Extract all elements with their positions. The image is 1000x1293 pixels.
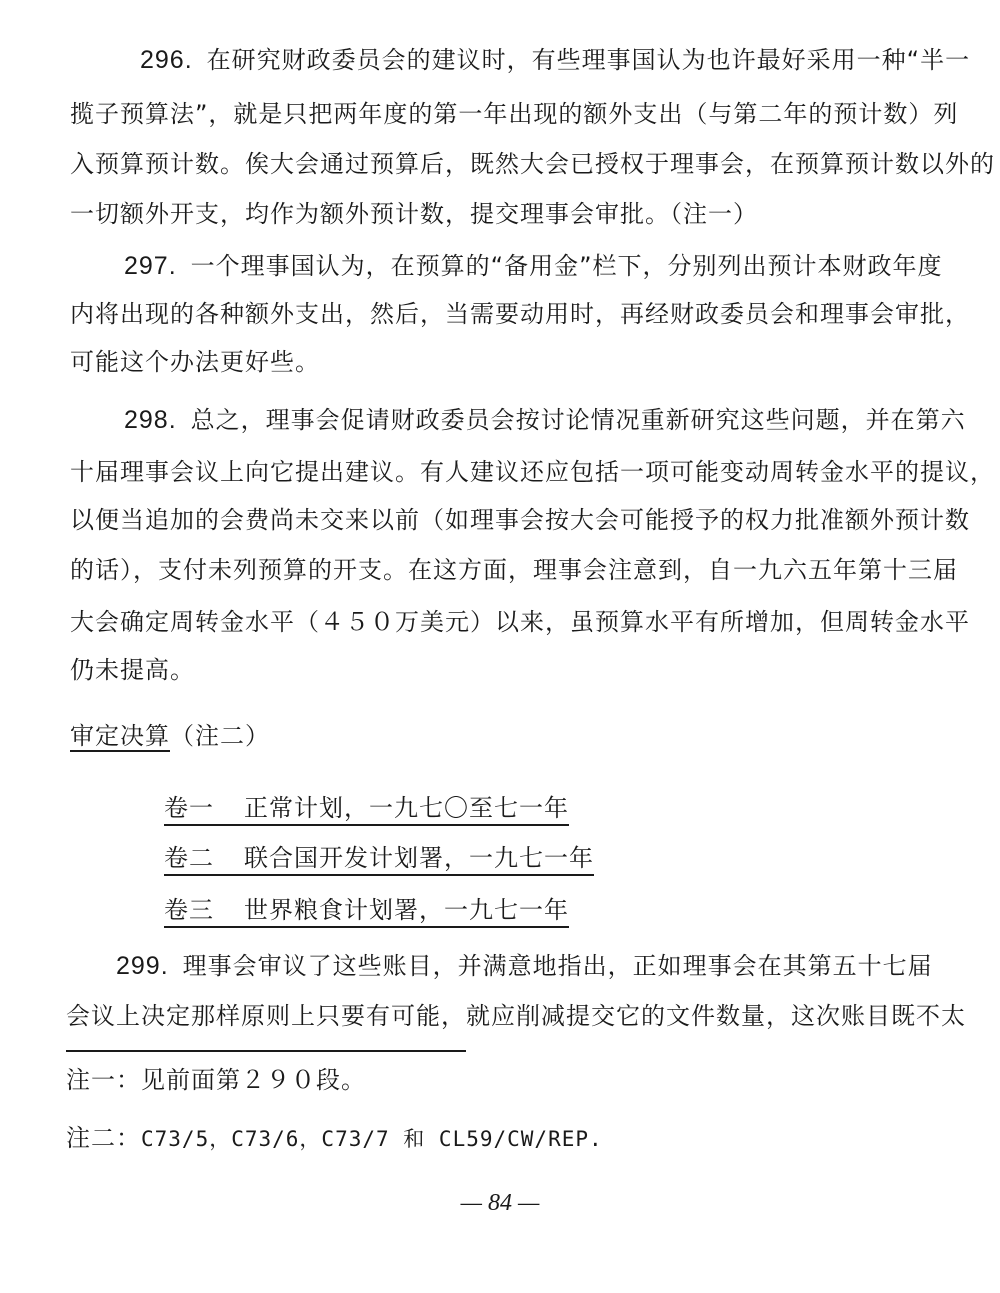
volume-1: 卷一 正常计划，一九七〇至七一年	[164, 792, 569, 824]
volume-3: 卷三 世界粮食计划署，一九七一年	[164, 894, 569, 926]
para-296-line-2: 揽子预算法”，就是只把两年度的第一年出现的额外支出（与第二年的预计数）列	[70, 100, 959, 128]
footnote-2-text: C73/5，C73/6，C73/7 和 CL59/CW/REP.	[141, 1127, 603, 1151]
para-299-line-2: 会议上决定那样原则上只要有可能，就应削减提交它的文件数量，这次账目既不太	[66, 1002, 966, 1030]
para-298-line-4: 的话），支付未列预算的开支。在这方面，理事会注意到，自一九六五年第十三届	[70, 556, 958, 584]
footnote-1	[66, 1064, 366, 1096]
para-298-line-2: 十届理事会议上向它提出建议。有人建议还应包括一项可能变动周转金水平的提议，	[70, 458, 995, 486]
footnote-1-text: 见前面第２９０段。	[141, 1066, 366, 1094]
para-298-number: 298.	[124, 406, 177, 434]
para-296-line-4: 一切额外开支，均作为额外预计数，提交理事会审批。（注一）	[70, 200, 758, 228]
para-297-number: 297.	[124, 252, 177, 280]
para-297-line-3: 可能这个办法更好些。	[70, 348, 320, 376]
para-298-line-6: 仍未提高。	[70, 656, 195, 684]
section-note: （注二）	[170, 722, 270, 750]
para-296-number: 296.	[140, 46, 193, 74]
volume-2: 卷二 联合国开发计划署，一九七一年	[164, 842, 594, 874]
para-299-number: 299.	[116, 952, 169, 980]
para-298-line-3: 以便当追加的会费尚未交来以前（如理事会按大会可能授予的权力批准额外预计数	[70, 506, 970, 534]
footnote-1-label: 注一：	[66, 1066, 141, 1094]
para-299-line-1: 299. 理事会审议了这些账目，并满意地指出，正如理事会在其第五十七届	[116, 952, 933, 980]
para-296-line-1: 296. 在研究财政委员会的建议时，有些理事国认为也许最好采用一种“半一	[140, 46, 971, 74]
para-298-line-1: 298. 总之，理事会促请财政委员会按讨论情况重新研究这些问题，并在第六	[124, 406, 966, 434]
para-297-line-1: 297. 一个理事国认为，在预算的“备用金”栏下，分别列出预计本财政年度	[124, 252, 943, 280]
page-number: — 84 —	[460, 1190, 540, 1216]
footnote-2	[66, 1122, 603, 1155]
footnote-2-label: 注二：	[66, 1124, 141, 1152]
footnote-divider	[66, 1050, 466, 1052]
para-297-line-2: 内将出现的各种额外支出，然后，当需要动用时，再经财政委员会和理事会审批，	[70, 300, 970, 328]
section-heading	[70, 720, 270, 752]
para-296-line-3: 入预算预计数。俟大会通过预算后，既然大会已授权于理事会，在预算预计数以外的	[70, 150, 995, 178]
para-298-line-5: 大会确定周转金水平（４５０万美元）以来，虽预算水平有所增加，但周转金水平	[70, 608, 970, 636]
section-title: 审定决算	[70, 722, 170, 750]
